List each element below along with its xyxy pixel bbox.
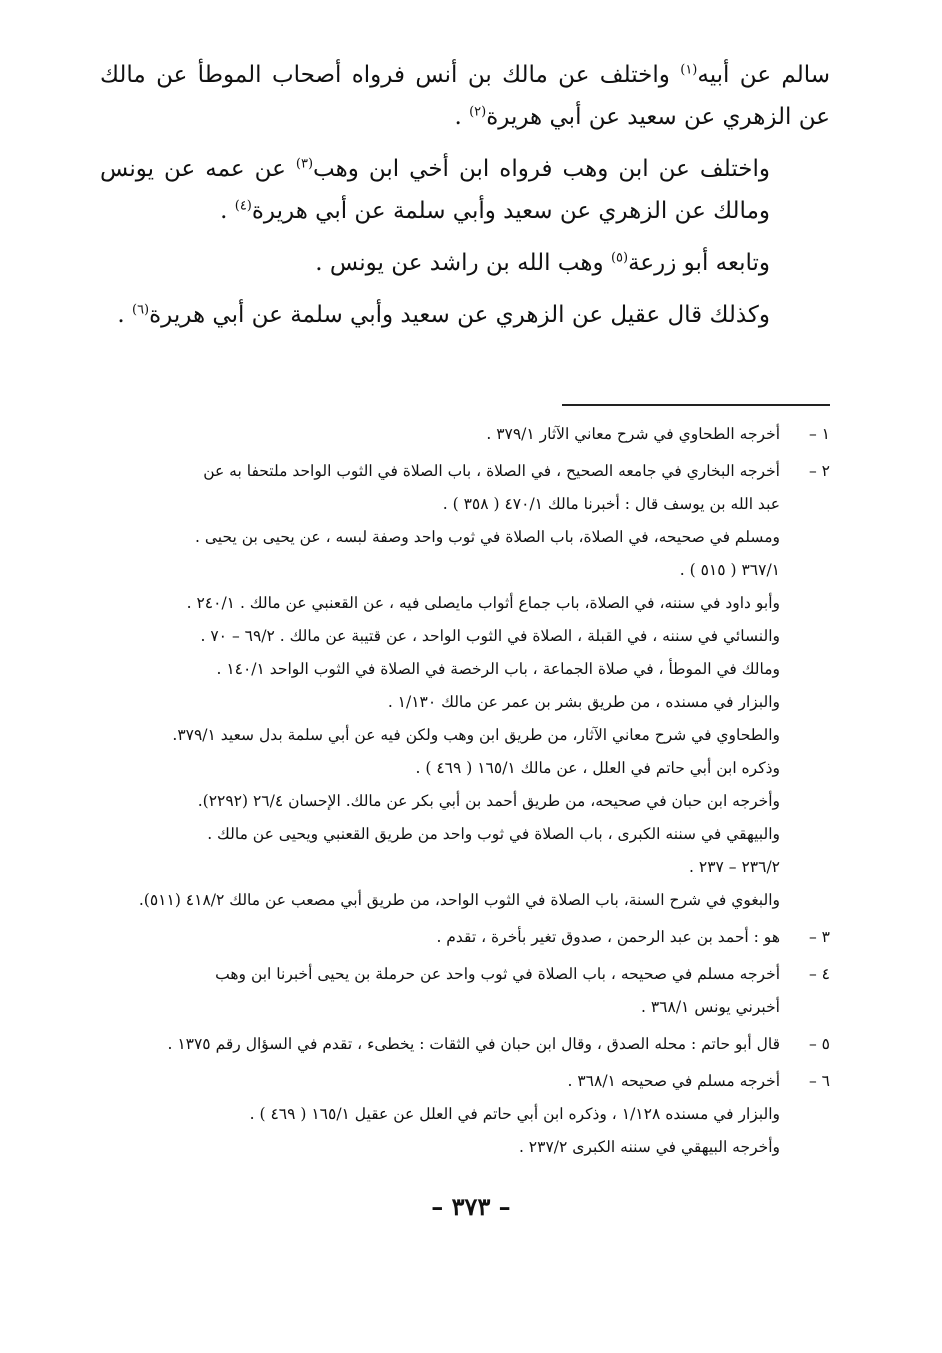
footnote-line: أخرجه الطحاوي في شرح معاني الآثار ٣٧٩/١ .: [486, 425, 780, 443]
footnotes: [118, 418, 830, 1168]
paragraph-3-text: وتابعه أبو زرعة: [628, 250, 770, 276]
footnote-4: [118, 958, 830, 1024]
footnote-line: هو : أحمد بن عبد الرحمن ، صدوق تغير بأخرة ، تقدم .: [436, 928, 780, 946]
footnote-6: [118, 1065, 830, 1164]
footnote-line: ومالك في الموطأ ، في صلاة الجماعة ، باب الرخصة في الصلاة في الثوب الواحد ١٤٠/١ .: [216, 660, 780, 678]
paragraph-1-end: .: [454, 104, 470, 130]
footnote-3: [118, 921, 830, 954]
footnote-line: والبزار في مسنده ١/١٢٨ ، وذكره ابن أبي حاتم في العلل عن عقيل ١٦٥/١ ( ٤٦٩ ) .: [249, 1105, 780, 1123]
footnote-separator: [562, 404, 830, 406]
footnote-line: ٣٦٧/١ ( ٥١٥ ) .: [679, 561, 780, 579]
footnote-ref-5: (٥): [610, 250, 629, 266]
footnote-line: وذكره ابن أبي حاتم في العلل ، عن مالك ١٦٥/١ ( ٤٦٩ ) .: [415, 759, 780, 777]
footnote-line: أخرجه مسلم في صحيحه ، باب الصلاة في ثوب واحد عن حرملة بن يحيى أخبرنا ابن وهب: [215, 965, 780, 983]
footnote-line: والبيهقي في سننه الكبرى ، باب الصلاة في ثوب واحد من طريق القعنبي ويحيى عن مالك .: [207, 825, 780, 843]
footnote-body: [118, 418, 780, 451]
footnote-line: والنسائي في سننه ، في القبلة ، الصلاة في الثوب الواحد ، عن قتيبة عن مالك . ٦٩/٢ – ٧٠ .: [200, 627, 780, 645]
main-text: [100, 54, 830, 336]
footnote-line: أخرجه مسلم في صحيحه ٣٦٨/١ .: [567, 1072, 780, 1090]
footnote-body: [118, 1028, 780, 1061]
paragraph-3-text-cont: وهب الله بن راشد عن يونس .: [315, 250, 611, 276]
paragraph-4-end: .: [117, 302, 132, 328]
footnote-body: [118, 455, 780, 917]
footnote-body: [118, 958, 780, 1024]
footnote-line: وأخرجه البيهقي في سننه الكبرى ٢٣٧/٢ .: [518, 1138, 780, 1156]
footnote-line: والبزار في مسنده ، من طريق بشر بن عمر عن مالك ١/١٣٠ .: [387, 693, 780, 711]
footnote-line: والبغوي في شرح السنة، باب الصلاة في الثوب الواحد، من طريق أبي مصعب عن مالك ٤١٨/٢ (٥١١).: [138, 891, 780, 909]
footnote-body: [118, 1065, 780, 1164]
footnote-line: ٢٣٦/٢ – ٢٣٧ .: [689, 858, 780, 876]
paragraph-1-text-cont: واختلف عن مالك بن أنس فرواه أصحاب الموطأ عن مالك عن الزهري عن سعيد عن أبي هريرة: [100, 62, 830, 130]
footnote-number: ٥ –: [808, 1035, 830, 1053]
paragraph-2-text-cont: عن عمه عن يونس ومالك عن الزهري عن سعيد وأبي سلمة عن أبي هريرة: [100, 156, 770, 224]
footnote-ref-4: (٤): [234, 198, 252, 214]
footnote-number: ٦ –: [808, 1072, 830, 1090]
footnote-ref-1: (١): [680, 62, 698, 78]
footnote-1: [118, 418, 830, 451]
footnote-number: ٤ –: [808, 965, 830, 983]
footnote-line: أخرجه البخاري في جامعه الصحيح ، في الصلاة ، باب الصلاة في الثوب الواحد ملتحفا به عن: [203, 462, 780, 480]
footnote-5: [118, 1028, 830, 1061]
paragraph-2: [100, 148, 830, 232]
footnote-2: [118, 455, 830, 917]
footnote-ref-2: (٢): [469, 104, 487, 120]
footnote-number: ٣ –: [808, 928, 830, 946]
footnote-ref-3: (٣): [295, 156, 314, 172]
footnote-line: قال أبو حاتم : محله الصدق ، وقال ابن حبان في الثقات : يخطىء ، تقدم في السؤال رقم ١٣٧٥ .: [167, 1035, 780, 1053]
paragraph-2-text: واختلف عن ابن وهب فرواه ابن أخي ابن وهب: [313, 156, 770, 182]
footnote-line: ومسلم في صحيحه، في الصلاة، باب الصلاة في ثوب واحد وصفة لبسه ، عن يحيى بن يحيى .: [195, 528, 780, 546]
footnote-body: [118, 921, 780, 954]
footnote-number: ٢ –: [808, 462, 830, 480]
paragraph-4-text: وكذلك قال عقيل عن الزهري عن سعيد وأبي سلمة عن أبي هريرة: [149, 302, 770, 328]
paragraph-1: [100, 54, 830, 138]
footnote-line: وأبو داود في سننه، في الصلاة، باب جماع أثواب مايصلى فيه ، عن القعنبي عن مالك . ٢٤٠/١ .: [186, 594, 780, 612]
footnote-line: أخبرني يونس ٣٦٨/١ .: [641, 998, 780, 1016]
paragraph-2-end: .: [220, 198, 235, 224]
footnote-ref-6: (٦): [131, 302, 150, 318]
page-number: – ٣٧٣ –: [431, 1192, 511, 1221]
paragraph-4: [100, 294, 830, 336]
paragraph-1-text: سالم عن أبيه: [697, 62, 830, 88]
footnote-line: والطحاوي في شرح معاني الآثار، من طريق ابن وهب ولكن فيه عن أبي سلمة بدل سعيد ٣٧٩/١.: [172, 726, 780, 744]
paragraph-3: [100, 242, 830, 284]
footnote-number: ١ –: [808, 425, 830, 443]
footnote-line: وأخرجه ابن حبان في صحيحه، من طريق أحمد بن أبي بكر عن مالك. الإحسان ٢٦/٤ (٢٢٩٢).: [197, 792, 780, 810]
footnote-line: عبد الله بن يوسف قال : أخبرنا مالك ٤٧٠/١ ( ٣٥٨ ) .: [442, 495, 780, 513]
